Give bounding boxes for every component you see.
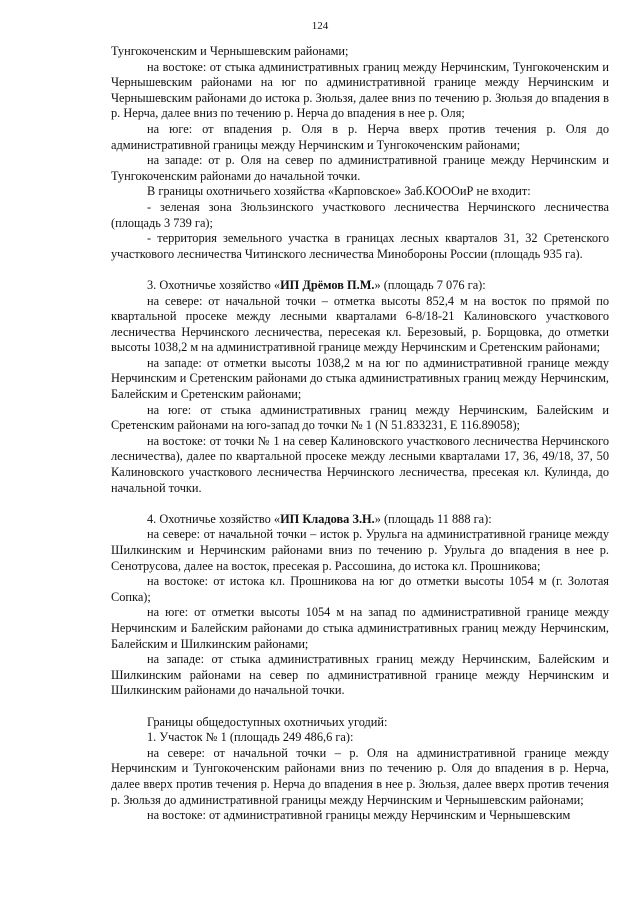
section-4-title [111, 512, 609, 528]
paragraph: на юге: от впадения р. Оля в р. Нерча вверх против течения р. Оля до административной границы между Нерчинским и Тунгокоченским районами; [111, 121, 609, 152]
spacer [111, 496, 609, 512]
spacer [111, 699, 609, 715]
plot-title: 1. Участок № 1 (площадь 249 486,6 га): [147, 730, 354, 745]
paragraph: на востоке: от точки № 1 на север Калиновского участкового лесничества Нерчинского лесничества), далее по квартальной просеке между лесными кварталами 17, 36, 49/18, 37, 50 Калиновского участкового лесничества Нерчинского лесничества, пресекая кл. Кулинда, до начальной точки. [111, 433, 609, 495]
paragraph: на востоке: от административной границы между Нерчинским и Чернышевским [147, 808, 571, 823]
section-3-name: ИП Дрёмов П.М. [280, 277, 375, 292]
paragraph: на востоке: от стыка административных границ между Нерчинским, Тунгокоченским и Чернышевским районами на юг по административной границе между Нерчинским и Чернышевским районами до истока р. Зюльзя, далее вниз по течению р. Зюльзя до впадения в р. Нерча, далее вниз по течению р. Нерча до впадения в нее р. Оля; [111, 59, 609, 121]
paragraph: на юге: от отметки высоты 1054 м на запад по административной границе между Нерчинским и Балейским районами до стыка административных границ между Нерчинским, Балейским и Шилкинским районами; [111, 605, 609, 651]
paragraph: Тунгокоченским и Чернышевским районами; [111, 44, 349, 58]
public-lands-heading: Границы общедоступных охотничьих угодий: [147, 714, 388, 729]
paragraph: на востоке: от истока кл. Прошникова на юг до отметки высоты 1054 м (г. Золотая Сопка); [111, 574, 609, 604]
section-3-suffix: » (площадь 7 076 га): [374, 277, 486, 292]
section-4-suffix: » (площадь 11 888 га): [374, 511, 492, 526]
paragraph: на севере: от начальной точки – отметка высоты 852,4 м на восток по прямой по квартальной просеке между лесными кварталами 6-8/18-21 Калиновского участкового лесничества Нерчинского лесничества, пересекая кл. Березовый, р. Борщовка, до отметки высоты 1038,2 м на административной границе между Нерчинским и Сретенским районами; [111, 293, 609, 355]
section-3-prefix: 3. Охотничье хозяйство « [147, 277, 281, 292]
paragraph: на севере: от начальной точки – р. Оля на административной границе между Нерчинским и Тунгокоченским районами вниз по течению р. Оля до впадения в р. Нерча, далее вверх против течения р. Нерча до впадения в нее р. Зюльзя, далее вверх против течения р. Зюльзя до административной границы между Нерчинским и Чернышевским районами; [111, 745, 609, 807]
exclusion-item: - зеленая зона Зюльзинского участкового лесничества Нерчинского лесничества (площадь 3 739 га); [111, 199, 609, 230]
paragraph: на севере: от начальной точки – исток р. Урульга на административной границе между Шилкинским и Нерчинским районами вниз по течению р. Урульга до впадения в нее р. Сенотрусова, далее на восток, пресекая р. Рассошина, до истока кл. Прошникова; [111, 527, 609, 573]
paragraph: на западе: от стыка административных границ между Нерчинским, Балейским и Шилкинским районами на север по административной границе между Нерчинским и Шилкинским районами до начальной точки. [111, 652, 609, 698]
section-3-title [111, 278, 609, 294]
spacer [111, 262, 609, 278]
paragraph: на юге: от стыка административных границ между Нерчинским, Балейским и Сретенским районами на юго-запад до точки № 1 (N 51.833231, E 116.89058); [111, 402, 609, 433]
section-4-name: ИП Кладова З.Н. [280, 511, 375, 526]
document-body [111, 44, 609, 824]
paragraph: В границы охотничьего хозяйства «Карповское» Заб.КОООиР не входит: [147, 184, 531, 199]
paragraph: на западе: от отметки высоты 1038,2 м на юг по административной границе между Нерчинским и Сретенским районами до стыка административных границ между Нерчинским, Балейским и Сретенским районами; [111, 355, 609, 402]
section-4-prefix: 4. Охотничье хозяйство « [147, 511, 281, 526]
exclusion-item: - территория земельного участка в границах лесных кварталов 31, 32 Сретенского участкового лесничества Читинского лесничества Минобороны России (площадь 935 га). [111, 231, 609, 261]
paragraph: на западе: от р. Оля на север по административной границе между Нерчинским и Тунгокоченским районами до начальной точки. [111, 153, 609, 183]
page-number: 124 [311, 20, 329, 32]
